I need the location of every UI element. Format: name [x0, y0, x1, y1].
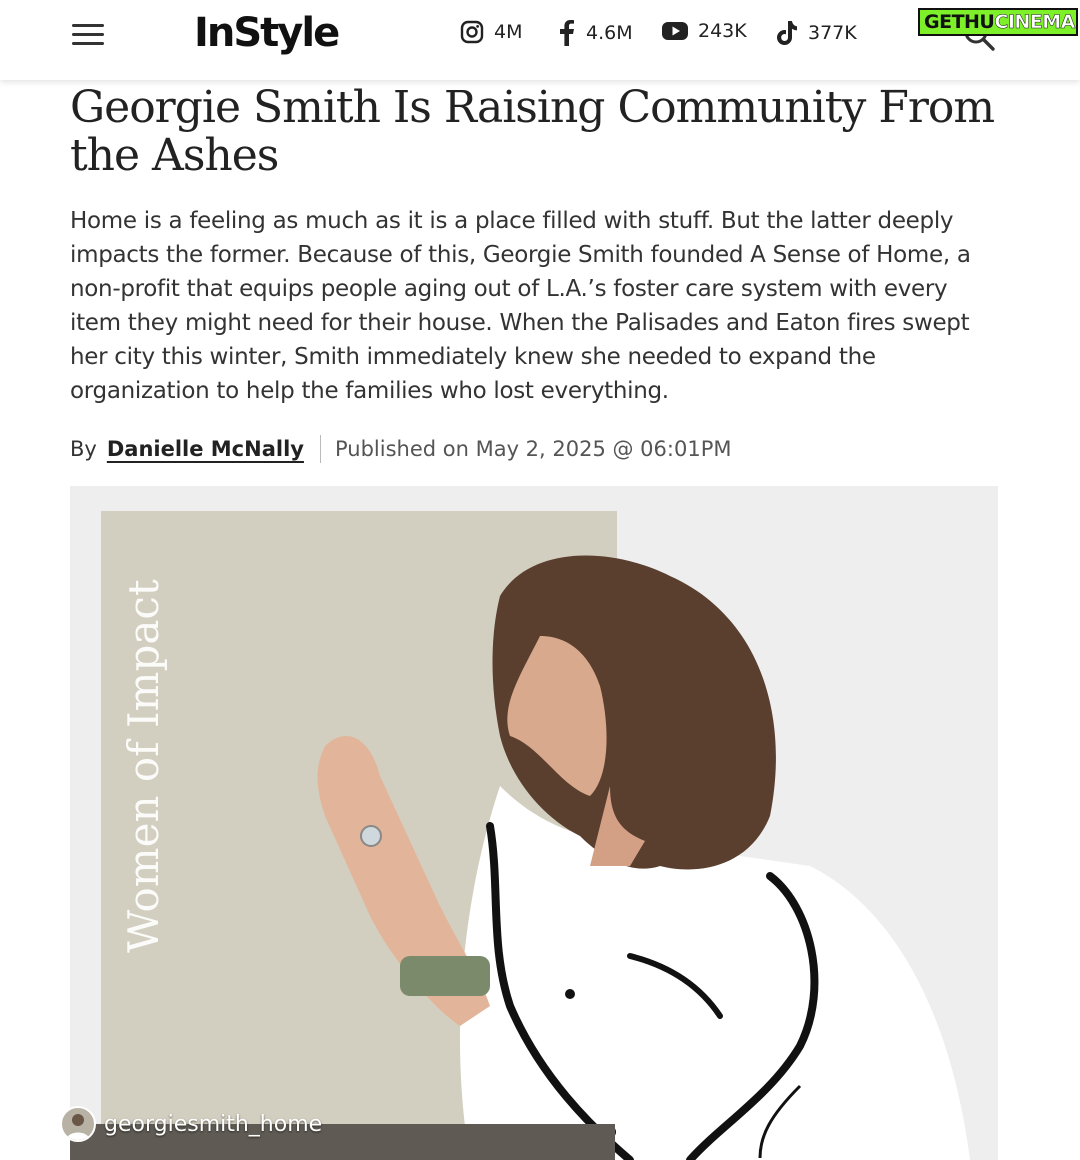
tiktok-link[interactable] [776, 20, 857, 46]
hero-image [70, 486, 998, 1160]
byline-divider [320, 435, 321, 463]
facebook-link[interactable] [556, 20, 633, 46]
menu-icon[interactable] [72, 24, 104, 48]
watermark-part2: CINEMA [994, 11, 1075, 33]
avatar-image [62, 1108, 94, 1140]
instagram-count: 4M [494, 21, 523, 43]
facebook-count: 4.6M [586, 22, 633, 44]
facebook-icon [556, 20, 576, 46]
avatar [60, 1106, 96, 1142]
instagram-icon [460, 20, 484, 44]
vertical-text: Women of Impact [119, 579, 168, 953]
youtube-count: 243K [698, 20, 747, 42]
byline-prefix: By [70, 437, 97, 461]
user-handle: georgiesmith_home [104, 1111, 323, 1137]
user-tag[interactable] [60, 1106, 322, 1142]
site-logo[interactable]: InStyle [194, 10, 339, 56]
author-link[interactable]: Danielle McNally [106, 437, 304, 461]
watermark-part1: GETHU [924, 11, 995, 33]
article-dek: Home is a feeling as much as it is a place filled with stuff. But the latter deeply impacts the former. Because of this, Georgie Smith founded A Sense of Home, a non-profit that equips people aging out of L.A.’s foster care system with every item they might need for their house. When the Palisades and Eaton fires swept her city this winter, Smith immediately knew she needed to expand the organization to help the families who lost everything. [70, 208, 971, 404]
youtube-link[interactable] [662, 20, 747, 42]
watermark-logo [918, 8, 1078, 36]
youtube-icon [662, 21, 688, 41]
instagram-link[interactable] [460, 20, 522, 44]
tiktok-icon [776, 20, 798, 46]
tiktok-count: 377K [808, 22, 857, 44]
article-headline: Georgie Smith Is Raising Community From the Ashes [70, 82, 995, 181]
portrait-illustration [70, 486, 998, 1160]
site-header [0, 0, 1080, 80]
publish-date: Published on May 2, 2025 @ 06:01PM [334, 437, 732, 461]
byline [70, 434, 731, 464]
